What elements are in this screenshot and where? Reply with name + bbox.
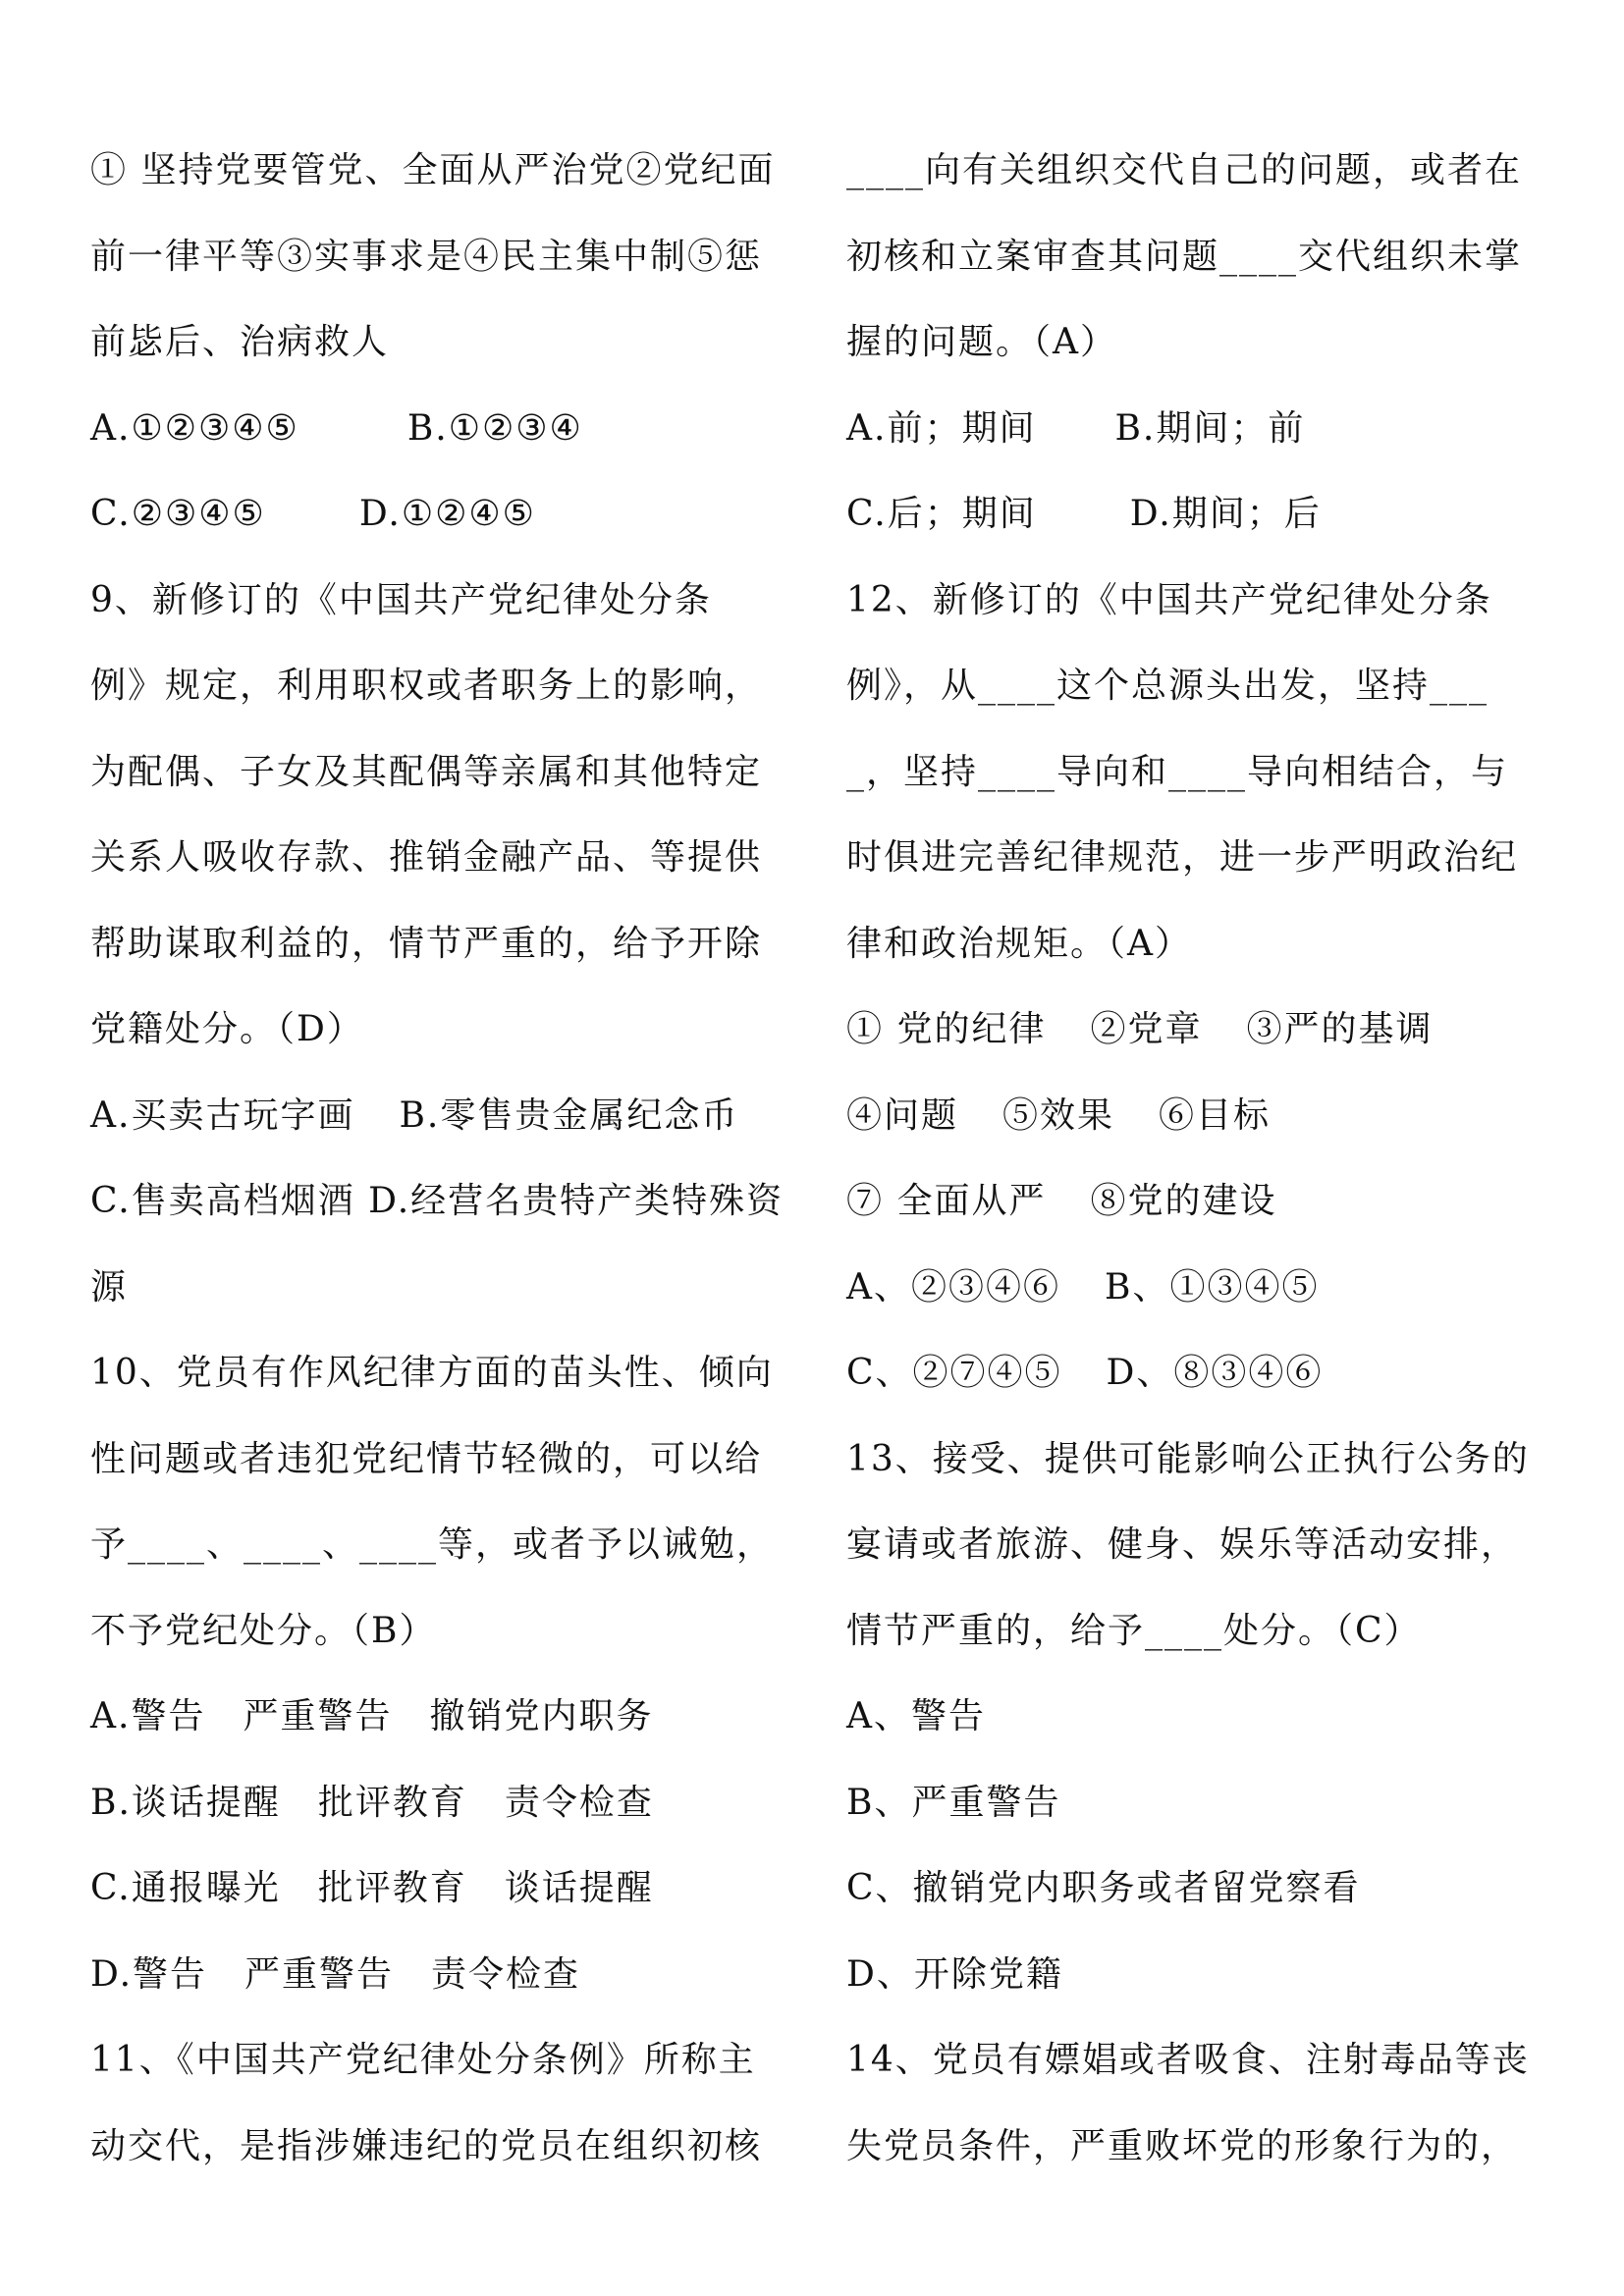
q11-stem-line-1: 11、《中国共产党纪律处分条例》所称主	[90, 2040, 756, 2080]
q11-stem-line-4: 初核和立案审查其问题____交代组织未掌	[846, 236, 1523, 277]
q10-stem-line-3: 予____、____、____等，或者予以诫勉，	[90, 1524, 775, 1565]
q12-item-1: ① 党的纪律	[846, 1009, 1047, 1049]
q10-option-b: B.谈话提醒 批评教育 责令检查	[90, 1782, 654, 1823]
q10-option-d: D.警告 严重警告 责令检查	[90, 1953, 581, 1995]
q11-option-a: A.前；期间	[846, 407, 1037, 449]
q12-option-d: D、⑧③④⑥	[1106, 1353, 1324, 1393]
q12-option-c: C、②⑦④⑤	[846, 1353, 1062, 1393]
q13-option-c: C、撤销党内职务或者留党察看	[846, 1868, 1361, 1908]
q9-stem-line-4: 关系人吸收存款、推销金融产品、等提供	[90, 837, 763, 878]
q11-stem-line-3: ____向有关组织交代自己的问题，或者在	[846, 150, 1523, 190]
q10-stem-line-2: 性问题或者违犯党纪情节轻微的，可以给	[90, 1438, 763, 1479]
q11-stem-line-5: 握的问题。（A）	[846, 322, 1117, 362]
q9-option-b: B.零售贵金属纪念币	[399, 1095, 739, 1136]
q9-stem-line-5: 帮助谋取利益的，情节严重的，给予开除	[90, 923, 763, 964]
q14-stem-line-2: 失党员条件，严重败坏党的形象行为的，	[846, 2125, 1519, 2166]
q12-stem-line-3: _，坚持____导向和____导向相结合，与	[846, 751, 1509, 792]
q9-stem-line-2: 例》规定，利用职权或者职务上的影响，	[90, 666, 763, 706]
q9-stem-line-1: 9、新修订的《中国共产党纪律处分条	[90, 579, 712, 620]
q12-options-ab	[846, 1245, 1543, 1331]
q8-option-b: B.①②③④	[406, 407, 583, 449]
q8-principles-line-1: ① 坚持党要管党、全面从严治党②党纪面	[90, 150, 776, 190]
q10-option-c: C.通报曝光 批评教育 谈话提醒	[90, 1868, 654, 1908]
q12-stem-line-5: 律和政治规矩。（A）	[846, 923, 1192, 964]
q13-option-b: B、严重警告	[846, 1782, 1061, 1823]
right-column	[846, 128, 1543, 2189]
q9-options-ab	[90, 1073, 787, 1159]
q10-stem-line-4: 不予党纪处分。（B）	[90, 1610, 437, 1651]
q9-options-cd: C.售卖高档烟酒 D.经营名贵特产类特殊资	[90, 1181, 785, 1221]
q12-stem-line-4: 时俱进完善纪律规范，进一步严明政治纪	[846, 837, 1519, 878]
q8-options-cd	[90, 471, 787, 558]
q12-item-7: ⑦ 全面从严	[846, 1181, 1047, 1221]
q11-option-c: C.后；期间	[846, 494, 1037, 534]
q12-item-4: ④问题	[846, 1095, 959, 1136]
q13-stem-line-2: 宴请或者旅游、健身、娱乐等活动安排，	[846, 1524, 1519, 1565]
q11-stem-line-2: 动交代，是指涉嫌违纪的党员在组织初核	[90, 2125, 763, 2166]
q12-stem-line-2: 例》，从____这个总源头出发，坚持___	[846, 666, 1489, 706]
q8-option-d: D.①②④⑤	[358, 494, 536, 534]
q8-options-ab	[90, 386, 787, 472]
q9-stem-line-6: 党籍处分。（D）	[90, 1009, 364, 1049]
q12-items-row-1	[846, 987, 1543, 1073]
q9-stem-line-3: 为配偶、子女及其配偶等亲属和其他特定	[90, 751, 763, 792]
q12-item-5: ⑤效果	[1002, 1095, 1115, 1136]
q12-options-cd	[846, 1330, 1543, 1416]
q12-items-row-3	[846, 1158, 1543, 1245]
q11-options-ab	[846, 386, 1543, 472]
q13-option-a: A、警告	[846, 1696, 986, 1736]
q12-item-3: ③严的基调	[1246, 1009, 1434, 1049]
q11-option-d: D.期间；后	[1129, 494, 1322, 534]
q8-option-a: A.①②③④⑤	[90, 407, 299, 449]
q12-item-6: ⑥目标	[1159, 1095, 1272, 1136]
left-column	[90, 128, 787, 2189]
q12-item-2: ②党章	[1090, 1009, 1203, 1049]
q8-principles-line-3: 前毖后、治病救人	[90, 322, 390, 362]
q12-option-a: A、②③④⑥	[846, 1266, 1060, 1308]
q9-option-d-continued: 源	[90, 1266, 129, 1308]
q13-stem-line-3: 情节严重的，给予____处分。（C）	[846, 1610, 1422, 1651]
q12-items-row-2	[846, 1073, 1543, 1159]
q13-option-d: D、开除党籍	[846, 1953, 1063, 1995]
q11-option-b: B.期间；前	[1114, 407, 1306, 449]
q10-stem-line-1: 10、党员有作风纪律方面的苗头性、倾向	[90, 1353, 774, 1393]
q14-stem-line-1: 14、党员有嫖娼或者吸食、注射毒品等丧	[846, 2040, 1530, 2080]
q9-option-a: A.买卖古玩字画	[90, 1095, 355, 1136]
q8-principles-line-2: 前一律平等③实事求是④民主集中制⑤惩	[90, 236, 763, 277]
q10-option-a: A.警告 严重警告 撤销党内职务	[90, 1696, 654, 1736]
q12-item-8: ⑧党的建设	[1090, 1181, 1277, 1221]
q13-stem-line-1: 13、接受、提供可能影响公正执行公务的	[846, 1438, 1530, 1479]
q12-stem-line-1: 12、新修订的《中国共产党纪律处分条	[846, 579, 1492, 620]
q8-option-c: C.②③④⑤	[90, 494, 266, 534]
q12-option-b: B、①③④⑤	[1105, 1266, 1320, 1308]
q11-options-cd	[846, 471, 1543, 558]
